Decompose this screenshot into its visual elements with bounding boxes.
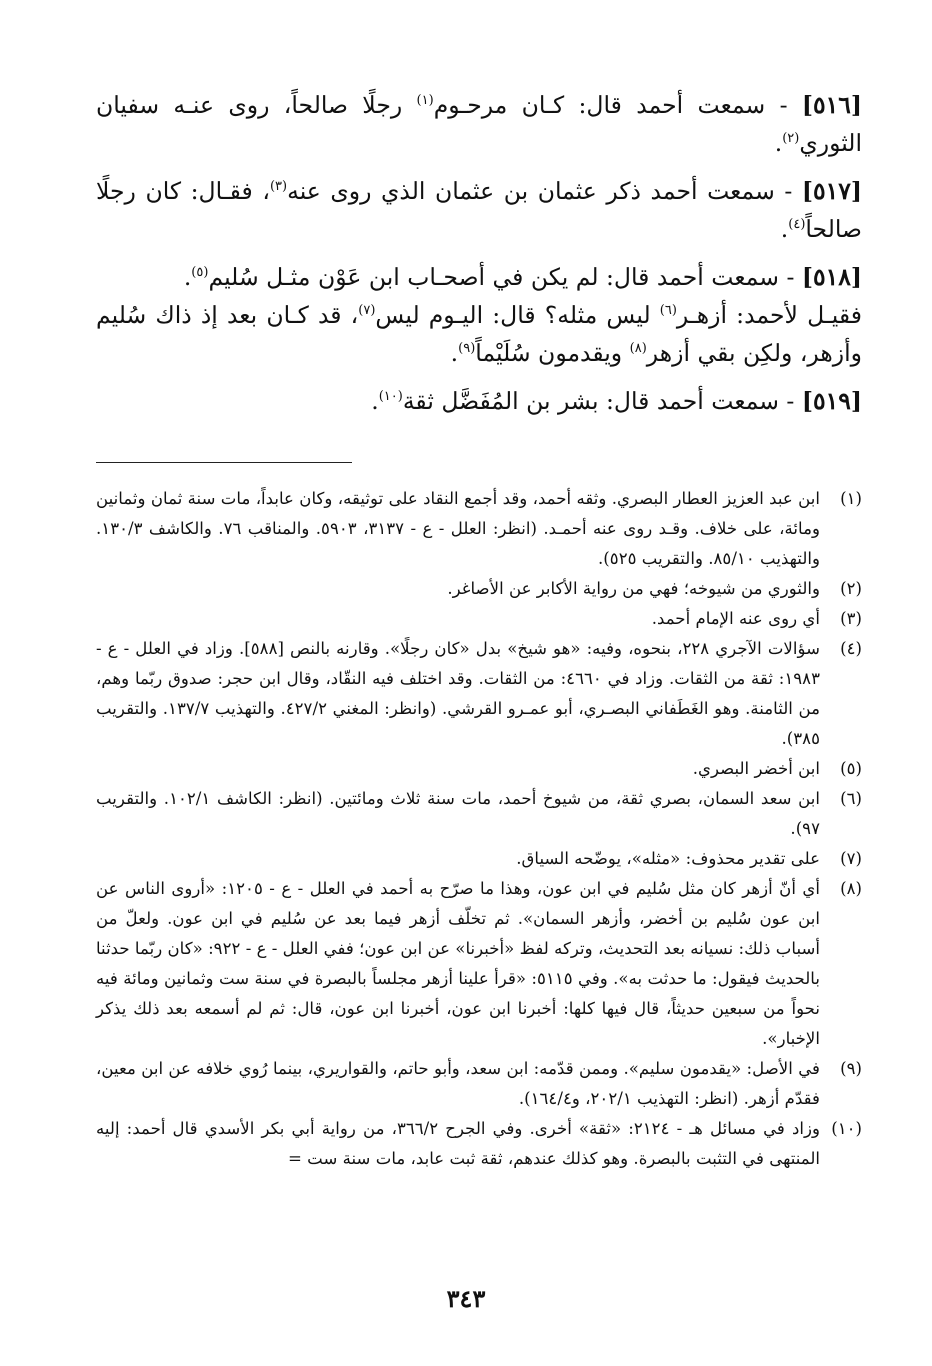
footnote-ref[interactable]: (٢) bbox=[782, 131, 800, 147]
footnote-ref[interactable]: (٥) bbox=[191, 265, 209, 281]
footnote-10: (١٠) وزاد في مسائل هـ - ٢١٢٤: «ثقة» أخرى. وفي الجرح ٣٦٦/٢، من رواية أبي بكر الأسدي قال أحمد: إليه المنتهى في التثبت بالبصرة. وهو كذلك عندهم، ثقة ثبت عابد، مات سنة ست = bbox=[96, 1119, 862, 1168]
entry-518: [٥١٨] - سمعت أحمد قال: لم يكن في أصحـاب ابن عَوْن مثـل سُليم$^{(٥)}$. bbox=[183, 263, 862, 291]
footnote-ref[interactable]: (٤) bbox=[788, 217, 806, 233]
footnote-3: (٣) أي روى عنه الإمام أحمد. bbox=[651, 609, 862, 628]
footnote-2: (٢) والثوري من شيوخه؛ فهي من رواية الأكابر عن الأصاغر. bbox=[447, 579, 862, 598]
footnote-ref[interactable]: (١) bbox=[416, 93, 434, 109]
footnote-8: (٨) أي أنّ أزهر كان مثل سُليم في ابن عون، وهذا ما صرّح به أحمد في العلل - ع - ١٢٠٥: «أروى الناس عن ابن عون سُليم بن أخضر، وأزهر السمان». ثم تخلّف أزهر فيما بعد عن سُليم في ابن عون. ولعلّ من أسباب ذلك: نسيانه بعد التحديث، وتركه لفظ «أخبرنا» عن ابن عون؛ ففي العلل - ع - ٩٢٢: «كان ربّما حدثنا بالحديث فيقول: ما حدثت به». وفي ٥١١٥: «قرأ علينا أزهر مجلساً بالبصرة في سنة ست وثمانين ومائة فيه نحواً من سبعين حديثاً، قال فيها كلها: أخبرنا ابن عون، أخبرنا ابن عون، قال: ثم لم أسمعه بعد ذلك يذكر الإخبار». bbox=[96, 879, 862, 1048]
entry-517: [٥١٧] - سمعت أحمد ذكر عثمان بن عثمان الذي روى عنه$^{(٣)}$، فقـال: كان رجلًا صالحاً$^{(٤)}$. bbox=[96, 177, 863, 243]
footnote-ref[interactable]: (٩) bbox=[458, 341, 476, 357]
footnotes bbox=[96, 484, 862, 1174]
footnote-5: (٥) ابن أخضر البصري. bbox=[692, 759, 862, 778]
footnote-ref[interactable]: (٨) bbox=[629, 341, 647, 357]
footnote-ref[interactable]: (٧) bbox=[358, 303, 376, 319]
main-text bbox=[96, 86, 862, 430]
footnote-7: (٧) على تقدير محذوف: «مثله»، يوضّحه السياق. bbox=[516, 849, 862, 868]
entry-number: [٥١٦] bbox=[801, 91, 862, 119]
footnote-separator bbox=[96, 462, 352, 463]
page-number: ٣٤٣ bbox=[446, 1284, 486, 1313]
footnote-1: (١) ابن عبد العزيز العطار البصري. وثقه أحمد، وقد أجمع النقاد على توثيقه، وكان عابداً، مات سنة ثمان وثمانين ومائة، على خلاف. وقـد روى عنه أحمـد. (انظر: العلل - ع - ٣١٣٧، ٥٩٠٣. والمناقب ٧٦. والكاشف ١٣٠/٣. والتهذيب ٨٥/١٠. والتقريب ٥٢٥). bbox=[96, 489, 862, 568]
entry-number: [٥١٧] bbox=[801, 177, 863, 205]
entry-number: [٥١٩] bbox=[801, 387, 862, 415]
footnote-ref[interactable]: (١٠) bbox=[378, 389, 403, 405]
footnote-ref[interactable]: (٦) bbox=[659, 303, 677, 319]
footnote-ref[interactable]: (٣) bbox=[269, 179, 288, 195]
entry-518-continued: فقيـل لأحمد: أزهـر$^{(٦)}$ ليس مثله؟ قال: اليـوم ليس$^{(٧)}$، قد كـان بعد إذ ذاك سُليم وأزهر، ولكِن بقي أزهر$^{(٨)}$ ويقدمون سُلَيْماً$^{(٩)}$. bbox=[96, 301, 862, 367]
entry-516: [٥١٦] - سمعت أحمد قال: كـان مرحـوم$^{(١)}$ رجلًا صالحاً، روى عنـه سفيان الثوري$^{(٢)}$. bbox=[96, 91, 862, 157]
footnote-6: (٦) ابن سعد السمان، بصري ثقة، من شيوخ أحمد، مات سنة ثلاث ومائتين. (انظر: الكاشف ١٠٢/١. والتقريب ٩٧). bbox=[96, 789, 862, 838]
entry-519: [٥١٩] - سمعت أحمد قال: بشر بن المُفَضَّل ثقة$^{(١٠)}$. bbox=[371, 387, 862, 415]
footnote-9: (٩) في الأصل: «يقدمون سليم». وممن قدّمه: ابن سعد، وأبو حاتم، والقواريري، بينما رُوي خلافه عن ابن معين، فقدّم أزهر. (انظر: التهذيب ٢٠٢/١، و١٦٤/٤). bbox=[96, 1059, 862, 1108]
footnote-4: (٤) سؤالات الآجري ٢٢٨، بنحوه، وفيه: «هو شيخ» بدل «كان رجلًا». وقارنه بالنص [٥٨٨]. وزاد في العلل - ع - ١٩٨٣: ثقة من الثقات. وزاد في ٤٦٦٠: من الثقات. وقد اختلف فيه النقّاد، وقال ابن حجر: صدوق ربّما وهم، من الثامنة. وهو الغَطَفاني البصـري، أبو عمـرو القرشي. (وانظر: المغني ٤٢٧/٢. والتهذيب ١٣٧/٧. والتقريب ٣٨٥). bbox=[96, 639, 862, 748]
entry-number: [٥١٨] bbox=[801, 263, 862, 291]
